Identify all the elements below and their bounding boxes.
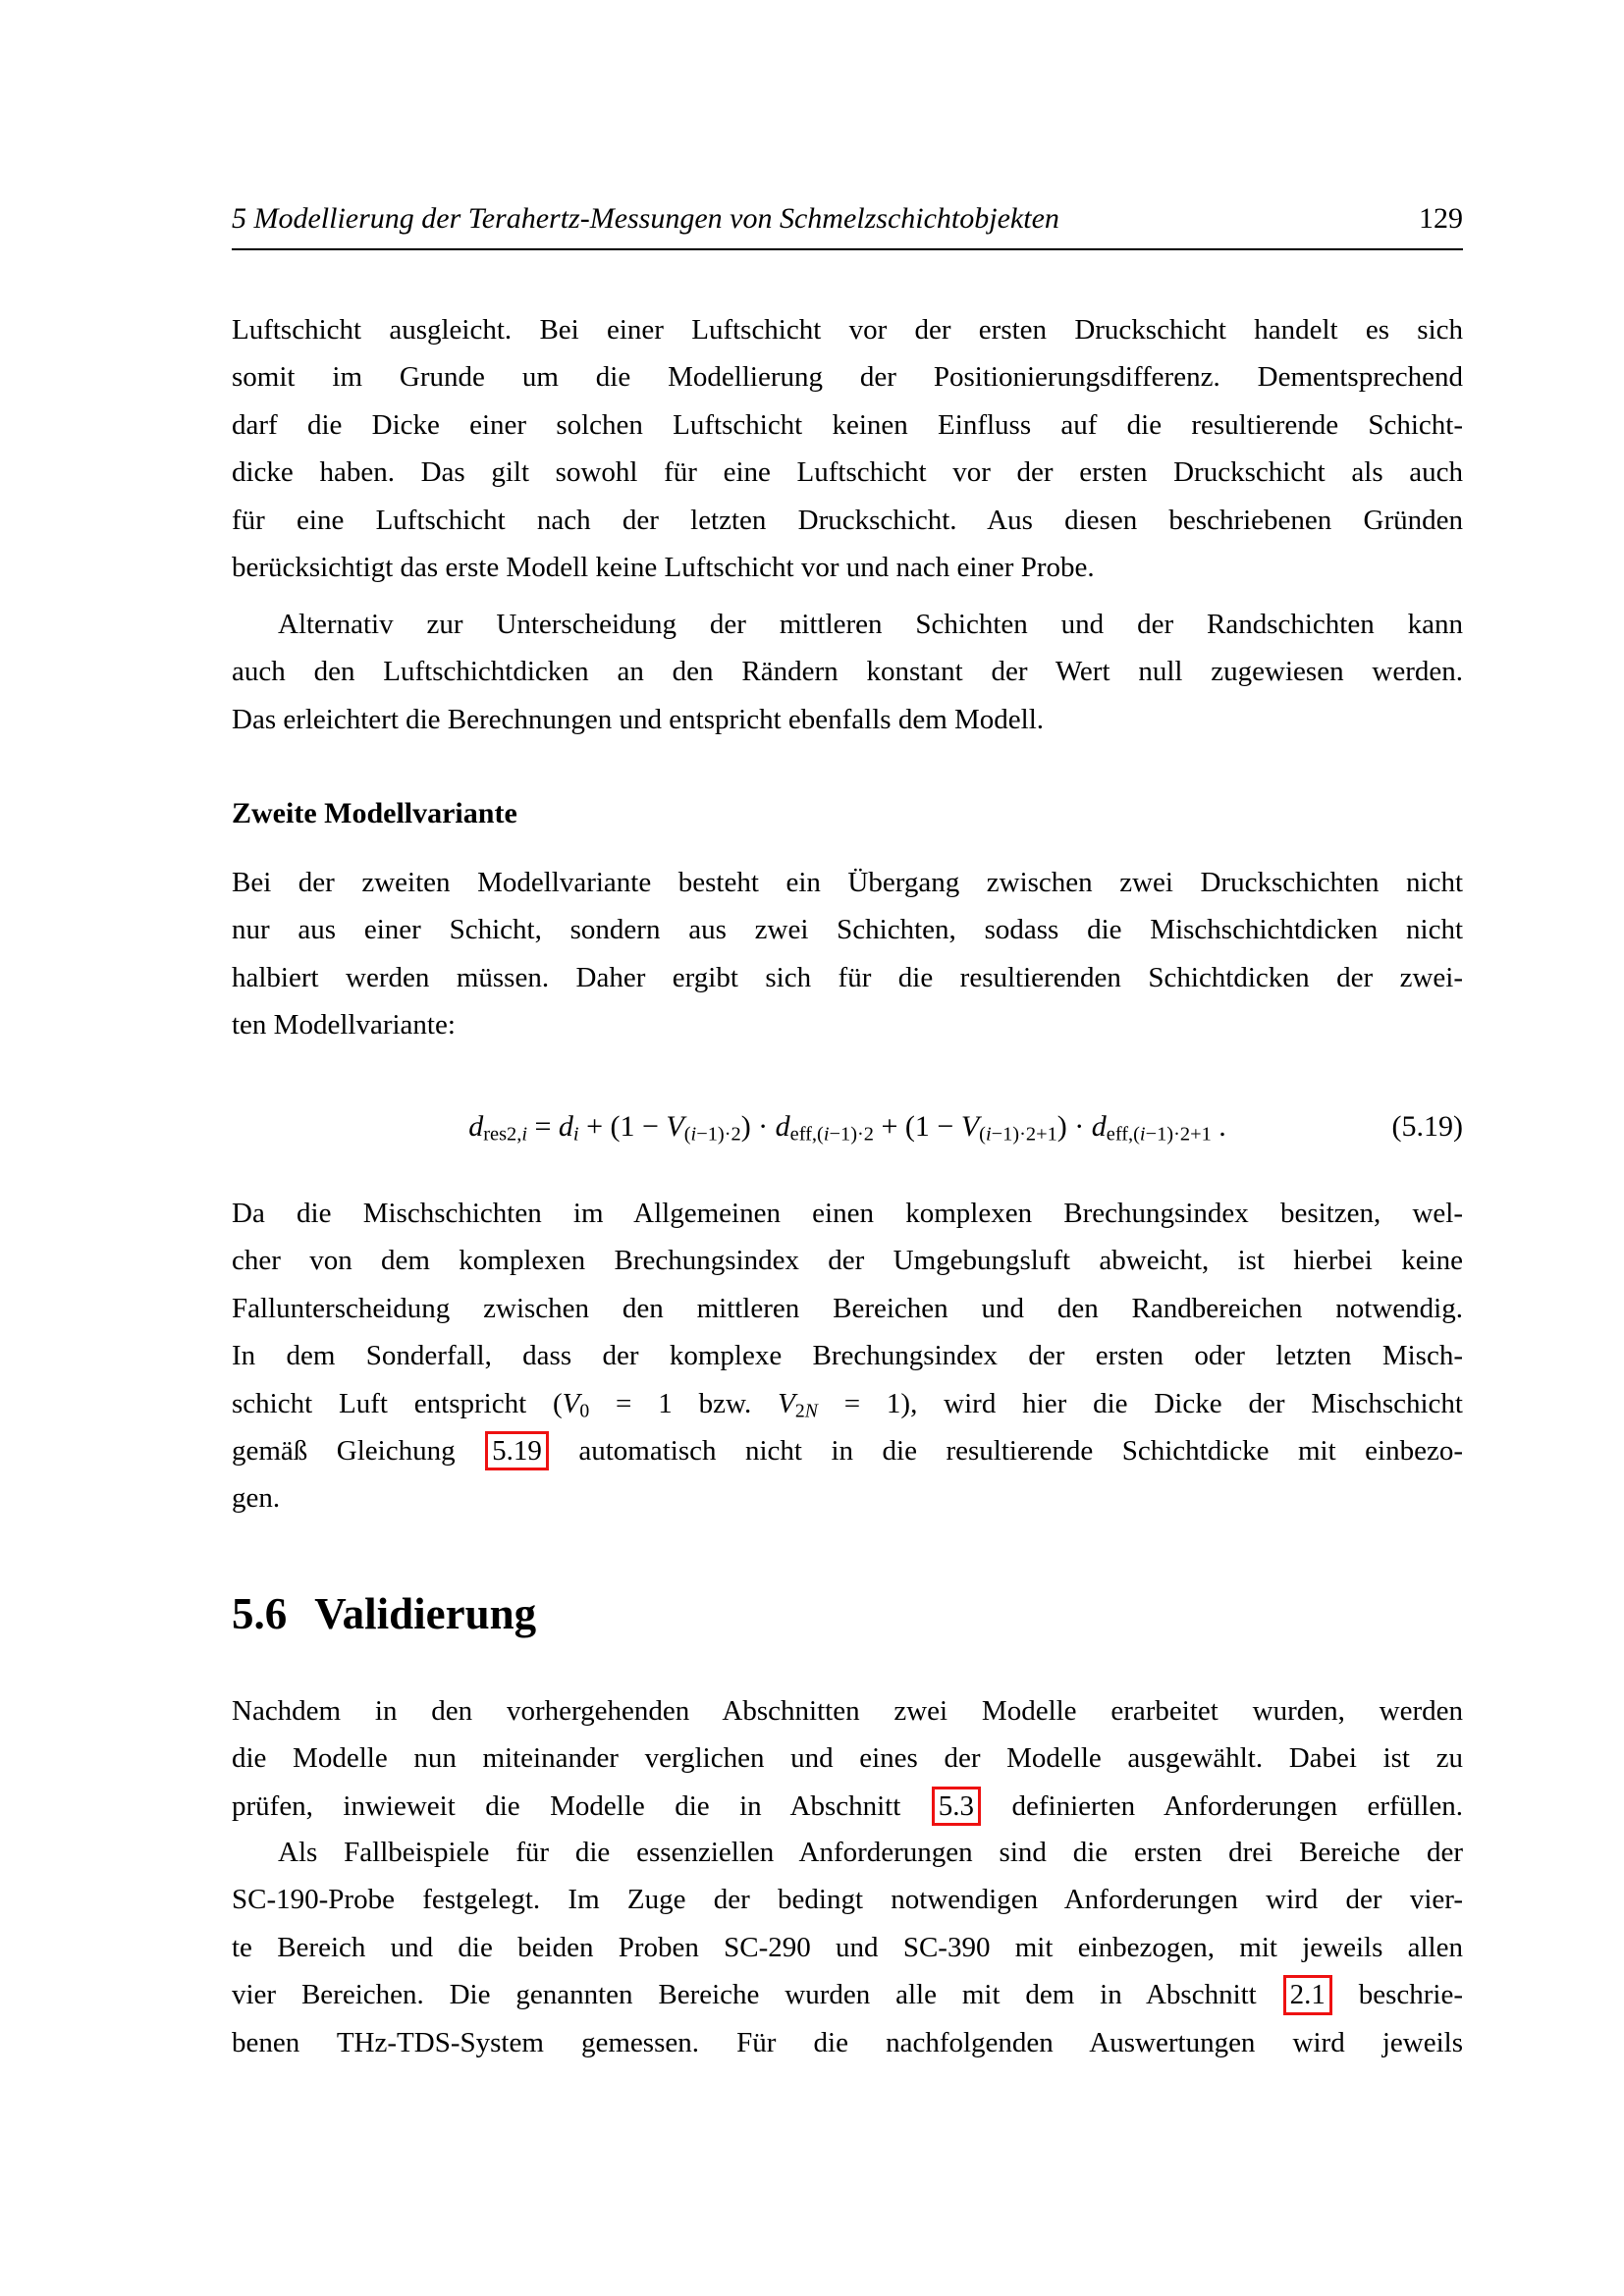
math-token: =: [526, 1110, 559, 1143]
equation-block: [232, 1088, 1463, 1166]
text-line: [232, 306, 1463, 353]
text-segment: Als Fallbeispiele für die essenziellen Anforderungen sind die ersten drei Bereiche der: [278, 1837, 1463, 1868]
math-token: −1)·2+1: [991, 1123, 1057, 1146]
text-line: [232, 1474, 1463, 1522]
paragraph: [232, 601, 1463, 743]
math-token: res2,: [483, 1123, 522, 1146]
math-token: i: [985, 1123, 992, 1146]
text-segment: die Modelle nun miteinander verglichen und eines der Modelle ausgewählt. Dabei ist zu: [232, 1742, 1463, 1775]
text-segment: Bei der zweiten Modellvariante besteht ein Übergang zwischen zwei Druckschichten nicht: [232, 867, 1463, 898]
equation-body: [468, 1110, 1226, 1146]
paragraph: [232, 859, 1463, 1049]
text-segment: Da die Mischschichten im Allgemeinen einen komplexen Brechungsindex besitzen, wel-: [232, 1198, 1463, 1229]
text-line: [232, 954, 1463, 1001]
math-token: i: [1139, 1123, 1146, 1146]
paragraph: [232, 306, 1463, 591]
math-token: −1)·2: [829, 1123, 874, 1146]
text-segment: Fallunterscheidung zwischen den mittleren Bereichen und den Randbereichen notwendig.: [232, 1292, 1463, 1324]
text-segment: somit im Grunde um die Modellierung der Positionierungsdifferenz. Dementsprechend: [232, 361, 1463, 394]
ref-link[interactable]: 2.1: [1283, 1975, 1332, 2014]
text-line: [232, 1285, 1463, 1332]
text-segment: berücksichtigt das erste Modell keine Luftschicht vor und nach einer Probe.: [232, 551, 1095, 583]
subsection-title: Zweite Modellvariante: [232, 797, 517, 829]
text-line: [232, 353, 1463, 400]
section-heading: [232, 1585, 536, 1642]
math-token: −1)·2+1: [1145, 1123, 1212, 1146]
text-segment: vier Bereichen. Die genannten Bereiche wurden alle mit dem in Abschnitt: [232, 1979, 1282, 2011]
math-token: ) ·: [1056, 1110, 1092, 1143]
text-segment: ten Modellvariante:: [232, 1009, 456, 1041]
math-token: (: [979, 1123, 986, 1146]
text-line: [232, 544, 1463, 591]
text-line: [232, 449, 1463, 496]
math-token: i: [690, 1123, 697, 1146]
math-token: d: [775, 1110, 790, 1143]
text-segment: te Bereich und die beiden Proben SC-290 und SC-390 mit einbezogen, mit jeweils allen: [232, 1931, 1463, 1963]
math-token: i: [521, 1123, 527, 1146]
subsection-heading: [232, 795, 517, 832]
math-token: d: [558, 1110, 573, 1143]
math-token: + (1 −: [578, 1110, 667, 1143]
math-token: (: [683, 1123, 691, 1146]
paragraph: [232, 1687, 1463, 1830]
text-segment: auch den Luftschichtdicken an den Rändern konstant der Wert null zugewiesen werden.: [232, 656, 1463, 688]
math-token: eff,(: [1106, 1123, 1140, 1146]
text-segment: In dem Sonderfall, dass der komplexe Brechungsindex der ersten oder letzten Misch-: [232, 1340, 1463, 1372]
chapter-title: 5 Modellierung der Terahertz-Messungen von Schmelzschichtobjekten: [232, 202, 1059, 235]
text-segment: N: [804, 1399, 818, 1421]
ref-link[interactable]: 5.19: [485, 1431, 549, 1470]
page-body: [232, 0, 1463, 2296]
math-token: eff,(: [789, 1123, 824, 1146]
text-line: [232, 1427, 1463, 1474]
text-segment: 0: [579, 1399, 590, 1421]
text-line: [232, 696, 1463, 743]
text-line: [232, 859, 1463, 906]
text-segment: dicke haben. Das gilt sowohl für eine Luftschicht vor der ersten Druckschicht als auch: [232, 456, 1463, 489]
text-line: [232, 1829, 1463, 1876]
text-segment: gemäß Gleichung: [232, 1434, 485, 1467]
text-segment: = 1), wird hier die Dicke der Mischschicht: [817, 1387, 1463, 1419]
page-number: 129: [1419, 202, 1463, 235]
text-segment: prüfen, inwieweit die Modelle die in Abschnitt: [232, 1789, 931, 1822]
text-segment: 2: [794, 1399, 805, 1421]
section-number: 5.6: [232, 1589, 288, 1638]
text-segment: definierten Anforderungen erfüllen.: [982, 1789, 1463, 1822]
math-token: ) ·: [740, 1110, 776, 1143]
text-line: [232, 1190, 1463, 1237]
text-segment: nur aus einer Schicht, sondern aus zwei Schichten, sodass die Mischschichtdicken nicht: [232, 914, 1463, 946]
text-line: [232, 906, 1463, 953]
text-line: [232, 1687, 1463, 1735]
math-token: + (1 −: [873, 1110, 961, 1143]
math-token: V: [960, 1110, 980, 1143]
text-segment: Nachdem in den vorhergehenden Abschnitten zwei Modelle erarbeitet wurden, werden: [232, 1695, 1463, 1727]
text-line: [232, 1924, 1463, 1971]
text-line: [232, 601, 1463, 648]
text-segment: für eine Luftschicht nach der letzten Druckschicht. Aus diesen beschriebenen Gründen: [232, 504, 1463, 536]
text-line: [232, 2019, 1463, 2066]
text-line: [232, 1876, 1463, 1923]
math-token: d: [468, 1110, 484, 1143]
paragraph: [232, 1190, 1463, 1522]
text-segment: V: [778, 1387, 795, 1419]
text-segment: SC-190-Probe festgelegt. Im Zuge der bedingt notwendigen Anforderungen wird der vier-: [232, 1884, 1463, 1916]
text-line: [232, 1735, 1463, 1782]
text-segment: benen THz-TDS-System gemessen. Für die nachfolgenden Auswertungen wird jeweils: [232, 2026, 1463, 2058]
running-header: [232, 202, 1463, 250]
ref-link[interactable]: 5.3: [932, 1787, 981, 1826]
text-line: [232, 1332, 1463, 1379]
text-line: [232, 648, 1463, 695]
text-segment: = 1 bzw.: [589, 1387, 779, 1419]
text-line: [232, 1001, 1463, 1048]
text-line: [232, 1783, 1463, 1830]
text-segment: schicht Luft entspricht (: [232, 1387, 563, 1419]
text-segment: Alternativ zur Unterscheidung der mittleren Schichten und der Randschichten kann: [278, 609, 1463, 640]
text-line: [232, 401, 1463, 449]
text-segment: Das erleichtert die Berechnungen und entspricht ebenfalls dem Modell.: [232, 703, 1045, 735]
math-token: i: [823, 1123, 830, 1146]
math-token: .: [1211, 1110, 1226, 1143]
equation-number: (5.19): [1391, 1110, 1463, 1143]
math-token: i: [572, 1123, 579, 1146]
paragraph: [232, 1829, 1463, 2066]
math-token: d: [1091, 1110, 1107, 1143]
text-segment: halbiert werden müssen. Daher ergibt sich für die resultierenden Schichtdicken der zwei-: [232, 961, 1463, 993]
text-line: [232, 497, 1463, 544]
text-segment: gen.: [232, 1482, 281, 1515]
section-title: Validierung: [314, 1589, 537, 1638]
math-token: V: [666, 1110, 684, 1143]
text-segment: V: [562, 1387, 580, 1419]
text-line: [232, 1380, 1463, 1427]
text-segment: beschrie-: [1332, 1979, 1463, 2011]
text-segment: darf die Dicke einer solchen Luftschicht keinen Einfluss auf die resultierende Schicht-: [232, 408, 1463, 441]
text-segment: automatisch nicht in die resultierende Schichtdicke mit einbezo-: [549, 1434, 1463, 1467]
text-line: [232, 1237, 1463, 1284]
text-segment: Luftschicht ausgleicht. Bei einer Luftschicht vor der ersten Druckschicht handelt es sich: [232, 314, 1463, 346]
text-line: [232, 1971, 1463, 2018]
text-segment: cher von dem komplexen Brechungsindex der Umgebungsluft abweicht, ist hierbei keine: [232, 1245, 1463, 1277]
math-token: −1)·2: [696, 1123, 741, 1146]
